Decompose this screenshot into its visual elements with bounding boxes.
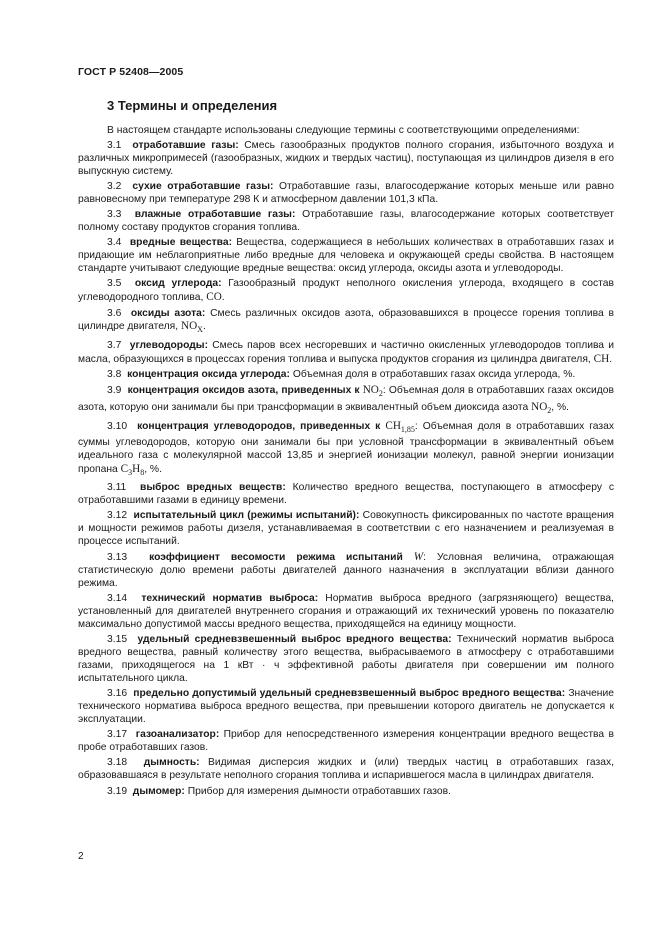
term-3-3: 3.3 влажные отработавшие газы: Отработавшие газы, влагосодержание которых соответствует полному составу продуктов сгорания топлива.	[78, 209, 614, 234]
term-name: удельный средневзвешенный выброс вредного вещества:	[137, 634, 452, 646]
term-name: газоанализатор:	[135, 729, 220, 741]
formula: NO	[362, 384, 379, 397]
term-name: предельно допустимый удельный средневзвешенный выброс вредного вещества:	[133, 688, 566, 700]
term-3-13: 3.13 коэффициент весомости режима испытаний W: Условная величина, отражающая статистическую долю времени работы двигателей данного назначения в эксплуатации вблизи данного режима.	[78, 551, 614, 590]
term-3-8: 3.8 концентрация оксида углерода: Объемная доля в отработавших газах оксида углерода, %.	[107, 368, 576, 380]
section-body	[78, 125, 614, 801]
term-3-14: 3.14 технический норматив выброса: Норматив выброса вредного (загрязняющего) вещества, установленный для двигателей внутреннего сгорания и отражающий их технический уровень по показателю максимально допустимой массы вредного вещества, приходящейся на единицу мощности.	[78, 593, 614, 631]
term-3-2: 3.2 сухие отработавшие газы: Отработавшие газы, влагосодержание которых меньше или равно равновесному при температуре 298 К и атмосферном давлении 101,3 кПа.	[78, 181, 614, 206]
term-3-5: 3.5 оксид углерода: Газообразный продукт неполного окисления углерода, входящего в состав углеводородного топлива, CO.	[78, 278, 614, 304]
term-3-7: 3.7 углеводороды: Смесь паров всех несгоревших и частично окисленных углеводородов топлива и масла, образующихся в процессах горения топлива и выпуска продуктов сгорания из цилиндра двигателя, CH.	[78, 339, 614, 365]
term-name: оксиды азота:	[130, 307, 206, 319]
term-3-16: 3.16 предельно допустимый удельный средневзвешенный выброс вредного вещества: Значение технического норматива выброса вредного вещества, при превышении которого двигатель не допускается к эксплуатации.	[78, 688, 614, 726]
term-3-19: 3.19 дымомер: Прибор для измерения дымности отработавших газов.	[107, 785, 451, 797]
intro-paragraph: В настоящем стандарте использованы следующие термины с соответствующими определениями:	[107, 125, 580, 136]
formula: NO	[180, 320, 198, 333]
term-name: выброс вредных веществ:	[140, 482, 286, 494]
term-name: дымность:	[143, 757, 200, 769]
term-3-9: 3.9 концентрация оксидов азота, приведенных к $NO_2$: Объемная доля в отработавших газах оксидов азота, которую они занимали бы при трансформации в эквивалентный объем диоксида азота $NO_2$, %.	[78, 384, 614, 416]
term-name: технический норматив выброса:	[141, 593, 319, 605]
term-3-18: 3.18 дымность: Видимая дисперсия жидких и (или) твердых частиц в отработавших газах, образовавшаяся в результате неполного сгорания топлива и испарившегося масла в цилиндрах двигателя.	[78, 757, 614, 782]
term-name: углеводороды:	[129, 339, 209, 351]
term-name: концентрация оксида углерода:	[127, 368, 290, 380]
term-3-10: 3.10 концентрация углеводородов, приведенных к $CH_{1,85}$: Объемная доля в отработавших газах суммы углеводородов, которую они занимали бы при условной трансформации в эквивалентный объем идеального газа с молекулярной массой 13,85 и энергией ионизации молекул, равной энергии ионизации пропана $C_3H_8$, %.	[78, 420, 614, 478]
term-name: вредные вещества:	[129, 237, 233, 249]
term-3-11: 3.11 выброс вредных веществ: Количество вредного вещества, поступающего в атмосферу с отработавшими газами в единицу времени.	[78, 482, 614, 507]
formula: CH	[385, 420, 401, 433]
term-name: коэффициент весомости режима испытаний	[149, 552, 403, 564]
term-3-6: 3.6 оксиды азота: Смесь различных оксидов азота, образовавшихся в процессе горения топлива в цилиндре двигателя, $NO_X$.	[78, 307, 614, 335]
term-3-12: 3.12 испытательный цикл (режимы испытаний): Совокупность фиксированных по частоте вращения и мощности режимов работы дизеля, устанавливаемая в соответствии с его назначением и реализуемая в процессе испытаний.	[78, 510, 614, 548]
term-3-17: 3.17 газоанализатор: Прибор для непосредственного измерения концентрации вредного вещества в пробе отработавших газов.	[78, 729, 614, 754]
term-name: испытательный цикл (режимы испытаний):	[133, 510, 360, 522]
formula: CH	[593, 352, 610, 365]
symbol: W	[413, 551, 424, 564]
document-header: ГОСТ Р 52408—2005	[78, 66, 184, 78]
term-name: концентрация углеводородов, приведенных к	[137, 421, 381, 433]
term-name: оксид углерода:	[134, 278, 222, 290]
term-name: влажные отработавшие газы:	[134, 209, 296, 221]
term-3-15: 3.15 удельный средневзвешенный выброс вредного вещества: Технический норматив выброса вредного вещества, равный количеству этого вещества, выбрасываемого в атмосферу с отработавшими газами, приходящегося на 1 кВт · ч эффективной работы двигателя при совершении им полного испытательного цикла.	[78, 634, 614, 685]
section-title: 3 Термины и определения	[107, 98, 278, 113]
term-name: отработавшие газы:	[132, 140, 239, 152]
term-name: сухие отработавшие газы:	[132, 181, 274, 193]
term-name: дымомер:	[132, 785, 185, 797]
term-3-1: 3.1 отработавшие газы: Смесь газообразных продуктов полного сгорания, избыточного воздуха и различных микропримесей (газообразных, жидких и твердых частиц), поступающая из цилиндров дизеля в его выпускную систему.	[78, 140, 614, 178]
term-3-4: 3.4 вредные вещества: Вещества, содержащиеся в небольших количествах в отработавших газах и придающие им неблагоприятные либо вредные для человека и окружающей среды свойства. В настоящем стандарте учитывают следующие вредные вещества: оксид углерода, оксиды азота и углеводороды.	[78, 237, 614, 275]
term-name: концентрация оксидов азота, приведенных к	[127, 385, 360, 397]
formula: CO	[206, 291, 222, 304]
page-number: 2	[78, 851, 84, 862]
